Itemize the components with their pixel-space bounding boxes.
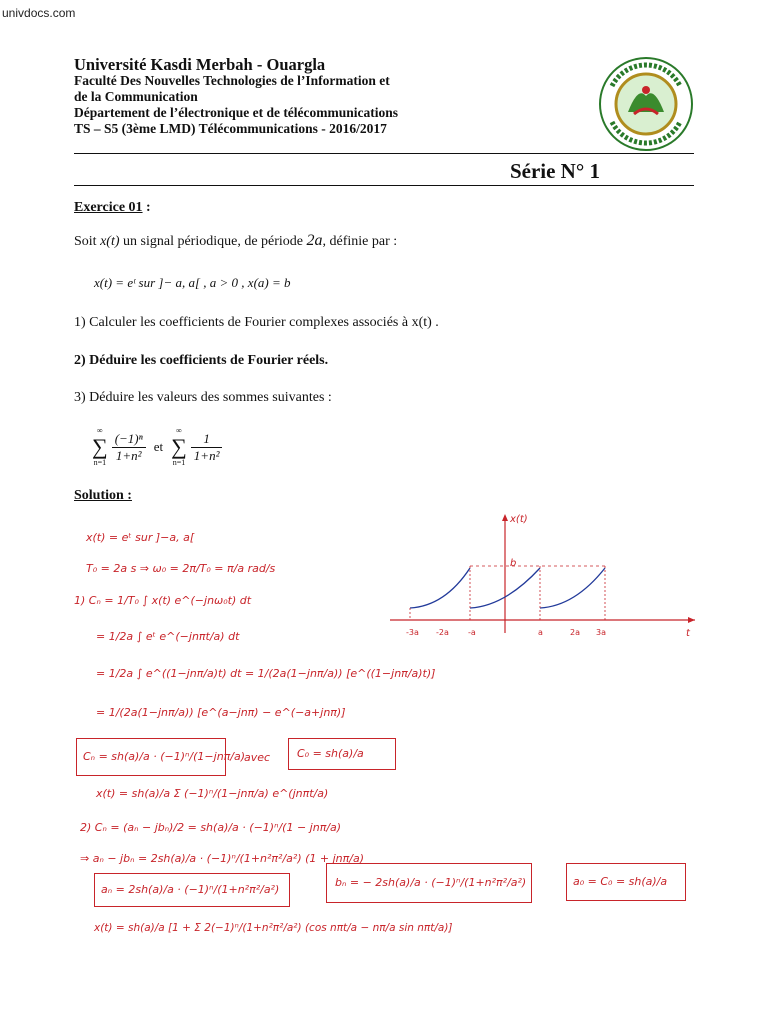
sums-formula <box>92 426 222 468</box>
faculty-line-1: Faculté Des Nouvelles Technologies de l’Information et <box>74 73 390 88</box>
solution-line-4: = 1/2a ∫ eᵗ e^(−jnπt/a) dt <box>96 630 240 643</box>
tick-label: -a <box>468 628 476 637</box>
box-bn-text: bₙ = − 2sh(a)/a · (−1)ⁿ/(1+n²π²/a²) <box>335 876 527 889</box>
solution-line-3: 1) Cₙ = 1/T₀ ∫ x(t) e^(−jnω₀t) dt <box>74 594 252 607</box>
sum-upper-2: ∞ <box>176 426 182 435</box>
box-an <box>94 873 290 907</box>
title-rule <box>74 185 694 186</box>
university-logo <box>598 56 694 152</box>
tick-label: a <box>538 628 543 637</box>
sum2-denominator: 1+n² <box>193 447 220 463</box>
tick-label: 2a <box>570 628 580 637</box>
header-block <box>74 57 534 137</box>
tick-label: 3a <box>596 628 606 637</box>
sum-symbol-2: ∞ ∑ n=1 <box>171 426 187 467</box>
exercise-heading-text: Exercice 01 <box>74 200 143 215</box>
tick-label: -3a <box>406 628 419 637</box>
t-axis-label: t <box>686 628 690 639</box>
sum2-numerator: 1 <box>191 431 223 448</box>
solution-line-6: = 1/(2a(1−jnπ/a)) [e^(a−jnπ) − e^(−a+jnπ)] <box>96 706 346 719</box>
signal-sketch <box>370 508 710 648</box>
exercise-intro <box>74 232 397 250</box>
sum1-denominator: 1+n² <box>115 447 142 463</box>
sum-fraction-2 <box>191 431 223 464</box>
period-curve-1 <box>410 568 470 608</box>
faculty-line-2: de la Communication <box>74 89 198 104</box>
header-rule <box>74 153 694 154</box>
y-axis-arrow <box>502 514 508 521</box>
solution-line-2: T₀ = 2a s ⇒ ω₀ = 2π/T₀ = π/a rad/s <box>86 562 276 575</box>
box-c0-text: C₀ = sh(a)/a <box>297 747 364 760</box>
box-cn <box>76 738 246 776</box>
solution-line-1: x(t) = eᵗ sur ]−a, a[ <box>86 531 195 544</box>
y-axis-label: x(t) <box>510 514 528 525</box>
level-b-label: b <box>510 558 517 569</box>
solution-heading <box>74 488 132 504</box>
intro-text-1: Soit <box>74 234 97 249</box>
sum1-numerator: (−1)ⁿ <box>112 431 146 448</box>
t-axis-arrow <box>688 617 695 623</box>
sum-fraction-1 <box>112 431 146 464</box>
box-c0 <box>288 738 396 770</box>
period-curve-3 <box>540 568 605 608</box>
intro-text-3: , définie par : <box>322 234 398 249</box>
solution-line-7: x(t) = sh(a)/a Σ (−1)ⁿ/(1−jnπ/a) e^(jnπt/a) <box>96 787 329 800</box>
solution-line-10: x(t) = sh(a)/a [1 + Σ 2(−1)ⁿ/(1+n²π²/a²) (cos nπt/a − nπ/a sin nπt/a)] <box>94 922 453 934</box>
box-bn <box>326 863 532 903</box>
university-name: Université Kasdi Merbah - Ouargla <box>74 55 326 74</box>
box-an-text: aₙ = 2sh(a)/a · (−1)ⁿ/(1+n²π²/a²) <box>101 883 280 896</box>
intro-period: 2a <box>306 232 323 249</box>
box-a0-text: a₀ = C₀ = sh(a)/a <box>573 875 668 888</box>
exercise-heading-colon: : <box>142 200 151 215</box>
solution-line-5: = 1/2a ∫ e^((1−jnπ/a)t) dt = 1/(2a(1−jnπ/a)) [e^((1−jnπ/a)t)] <box>96 667 436 680</box>
exercise-heading <box>74 200 151 216</box>
intro-signal: x(t) <box>100 234 120 249</box>
box-cn-text: Cₙ = sh(a)/a · (−1)ⁿ/(1−jnπ/a) <box>83 750 246 763</box>
sum-lower-2: n=1 <box>172 458 186 467</box>
solution-line-9: ⇒ aₙ − jbₙ = 2sh(a)/a · (−1)ⁿ/(1+n²π²/a²) (1 + jnπ/a) <box>80 852 364 865</box>
signal-definition: x(t) = eᵗ sur ]− a, a[ , a > 0 , x(a) = b <box>94 275 291 290</box>
intro-text-2: un signal périodique, de période <box>123 234 304 249</box>
department-line: Département de l’électronique et de télécommunications <box>74 105 399 120</box>
course-line: TS – S5 (3ème LMD) Télécommunications - 2016/2017 <box>74 121 387 136</box>
question-3: 3) Déduire les valeurs des sommes suivantes : <box>74 390 332 405</box>
sum-joiner: et <box>153 439 164 454</box>
sum-upper-1: ∞ <box>96 426 103 435</box>
question-1: 1) Calculer les coefficients de Fourier complexes associés à x(t) . <box>74 315 439 330</box>
tick-label: -2a <box>436 628 449 637</box>
solution-heading-text: Solution : <box>74 488 132 503</box>
avec-label: avec <box>244 751 271 764</box>
box-a0 <box>566 863 686 901</box>
sum-symbol-1: ∞ ∑ n=1 <box>92 426 108 467</box>
solution-line-8: 2) Cₙ = (aₙ − jbₙ)/2 = sh(a)/a · (−1)ⁿ/(1 − jnπ/a) <box>80 821 342 834</box>
watermark: univdocs.com <box>2 6 76 20</box>
question-2: 2) Déduire les coefficients de Fourier réels. <box>74 353 329 368</box>
page-title: Série N° 1 <box>509 159 600 183</box>
sum-lower-1: n=1 <box>93 458 107 467</box>
